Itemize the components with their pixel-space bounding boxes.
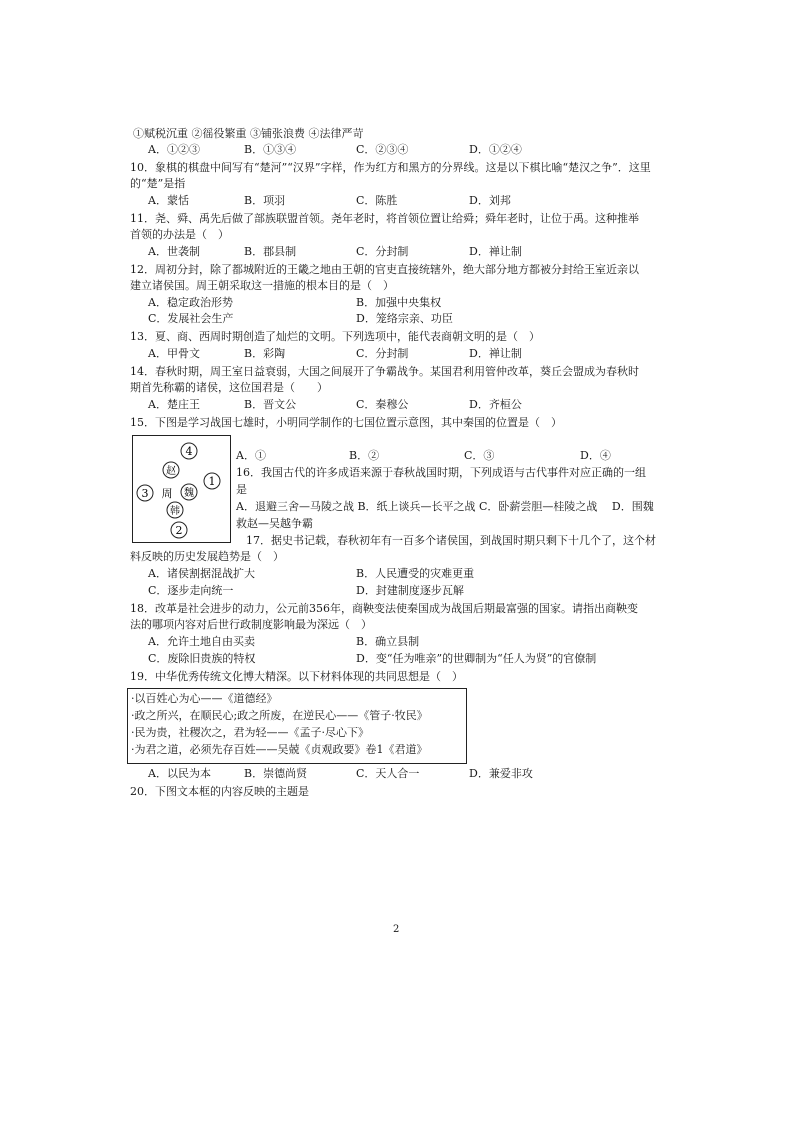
q13-line1: 13．夏、商、西周时期创造了灿烂的文明。下列选项中，能代表商朝文明的是（ ） <box>130 330 540 343</box>
seven-states-map <box>132 435 231 543</box>
q14-choice-c: C．秦穆公 <box>356 398 409 411</box>
q19-choice-b: B．崇德尚贤 <box>244 767 308 780</box>
q16-line3: A．退避三舍—马陵之战 B．纸上谈兵—长平之战 C．卧薪尝胆—桂陵之战 D．围魏 <box>236 500 654 513</box>
q19-quote-4: ·为君之道，必须先存百姓——吴兢《贞观政要》卷1《君道》 <box>131 743 428 756</box>
q15-choice-c: C．③ <box>464 449 495 462</box>
q12-line1: 12．周初分封，除了都城附近的王畿之地由王朝的官吏直接统辖外，绝大部分地方都被分封给王室近亲以 <box>130 263 639 276</box>
q16-line1: 16．我国古代的许多成语来源于春秋战国时期，下列成语与古代事件对应正确的一组 <box>236 466 646 479</box>
q13-choice-b: B．彩陶 <box>244 347 286 360</box>
q19-quote-box <box>127 688 467 764</box>
map-label-1: 1 <box>208 475 216 488</box>
q14-choice-b: B．晋文公 <box>244 398 297 411</box>
q18-choice-a: A．允许土地自由买卖 <box>148 635 255 648</box>
q11-line1: 11．尧、舜、禹先后做了部族联盟首领。尧年老时，将首领位置让给舜；舜年老时，让位于禹。这种推举 <box>130 212 639 225</box>
q9-choice-b: B．①③④ <box>244 143 297 156</box>
q15-choice-b: B．② <box>349 449 380 462</box>
q17-line2: 料反映的历史发展趋势是（ ） <box>130 550 284 563</box>
q10-choice-b: B．项羽 <box>244 194 286 207</box>
map-label-zhao: 赵 <box>166 466 176 477</box>
page-number: 2 <box>393 924 400 935</box>
q19-choice-c: C．天人合一 <box>356 767 420 780</box>
q16-line2: 是 <box>236 483 247 496</box>
q18-choice-c: C．废除旧贵族的特权 <box>148 652 256 665</box>
q19-choice-a: A．以民为本 <box>148 767 211 780</box>
q11-choice-b: B．郡县制 <box>244 245 297 258</box>
q19-quote-1: ·以百姓心为心——《道德经》 <box>131 692 278 705</box>
q10-line1: 10．象棋的棋盘中间写有“楚河”“汉界”字样，作为红方和黑方的分界线。这是以下棋比喻“楚汉之争”．这里 <box>130 161 651 174</box>
q9-choice-a: A．①②③ <box>148 143 200 156</box>
q10-choice-a: A．蒙恬 <box>148 194 189 207</box>
q9-options-line: ①赋税沉重 ②徭役繁重 ③铺张浪费 ④法律严苛 <box>133 127 364 140</box>
q11-choice-d: D．禅让制 <box>469 245 522 258</box>
map-label-2: 2 <box>175 524 183 537</box>
q13-choice-a: A．甲骨文 <box>148 347 200 360</box>
q18-line2: 法的哪项内容对后世行政制度影响最为深远（ ） <box>130 618 372 631</box>
q11-choice-c: C．分封制 <box>356 245 409 258</box>
q17-choice-a: A．诸侯割据混战扩大 <box>148 567 255 580</box>
q18-choice-b: B．确立县制 <box>356 635 420 648</box>
map-label-han: 韩 <box>170 506 180 517</box>
q14-choice-a: A．楚庄王 <box>148 398 200 411</box>
q12-choice-d: D．笼络宗亲、功臣 <box>356 312 453 325</box>
q11-line2: 首领的办法是（ ） <box>130 228 229 241</box>
q17-choice-c: C．逐步走向统一 <box>148 584 234 597</box>
q19-line1: 19．中华优秀传统文化博大精深。以下材料体现的共同思想是（ ） <box>130 670 463 683</box>
q17-choice-d: D．封建制度逐步瓦解 <box>356 584 464 597</box>
map-label-3: 3 <box>141 487 149 500</box>
q10-line2: 的“楚”是指 <box>130 177 186 190</box>
q11-choice-a: A．世袭制 <box>148 245 200 258</box>
q14-line2: 期首先称霸的诸侯，这位国君是（ ） <box>130 381 328 394</box>
q12-choice-b: B．加强中央集权 <box>356 296 442 309</box>
q17-line1: 17．据史书记载，春秋初年有一百多个诸侯国，到战国时期只剩下十几个了，这个材 <box>246 534 656 547</box>
q12-choice-c: C．发展社会生产 <box>148 312 234 325</box>
q13-choice-d: D．禅让制 <box>469 347 522 360</box>
q13-choice-c: C．分封制 <box>356 347 409 360</box>
q15-choice-a: A．① <box>236 449 266 462</box>
seven-states-map-drawing <box>133 436 230 542</box>
q18-line1: 18．改革是社会进步的动力，公元前356年，商鞅变法使秦国成为战国后期最富强的国家。请指出商鞅变 <box>130 602 638 615</box>
q17-choice-b: B．人民遭受的灾难更重 <box>356 567 475 580</box>
q10-choice-c: C．陈胜 <box>356 194 398 207</box>
q10-choice-d: D．刘邦 <box>469 194 511 207</box>
map-label-wei: 魏 <box>184 488 194 499</box>
q20-line1: 20．下图文本框的内容反映的主题是 <box>130 785 309 798</box>
q12-choice-a: A．稳定政治形势 <box>148 296 233 309</box>
map-label-4: 4 <box>185 445 193 458</box>
q9-choice-d: D．①②④ <box>469 143 522 156</box>
q15-choice-d: D．④ <box>580 449 611 462</box>
q19-quote-2: ·政之所兴，在顺民心;政之所废，在逆民心——《管子·牧民》 <box>131 709 428 722</box>
q14-line1: 14．春秋时期，周王室日益衰弱，大国之间展开了争霸战争。某国君利用管仲改革，葵丘会盟成为春秋时 <box>130 365 639 378</box>
q14-choice-d: D．齐桓公 <box>469 398 522 411</box>
q18-choice-d: D．变“任为唯亲”的世卿制为“任人为贤”的官僚制 <box>356 652 597 665</box>
q12-line2: 建立诸侯国。周王朝采取这一措施的根本目的是（ ） <box>130 279 394 292</box>
q9-choice-c: C．②③④ <box>356 143 409 156</box>
q16-line4: 救赵—吴越争霸 <box>236 517 313 530</box>
q19-choice-d: D．兼爱非攻 <box>469 767 533 780</box>
map-label-zhou: 周 <box>161 487 173 500</box>
q15-line1: 15．下图是学习战国七雄时，小明同学制作的七国位置示意图，其中秦国的位置是（ ） <box>130 416 562 429</box>
q19-quote-3: ·民为贵，社稷次之，君为轻——《孟子·尽心下》 <box>131 726 369 739</box>
